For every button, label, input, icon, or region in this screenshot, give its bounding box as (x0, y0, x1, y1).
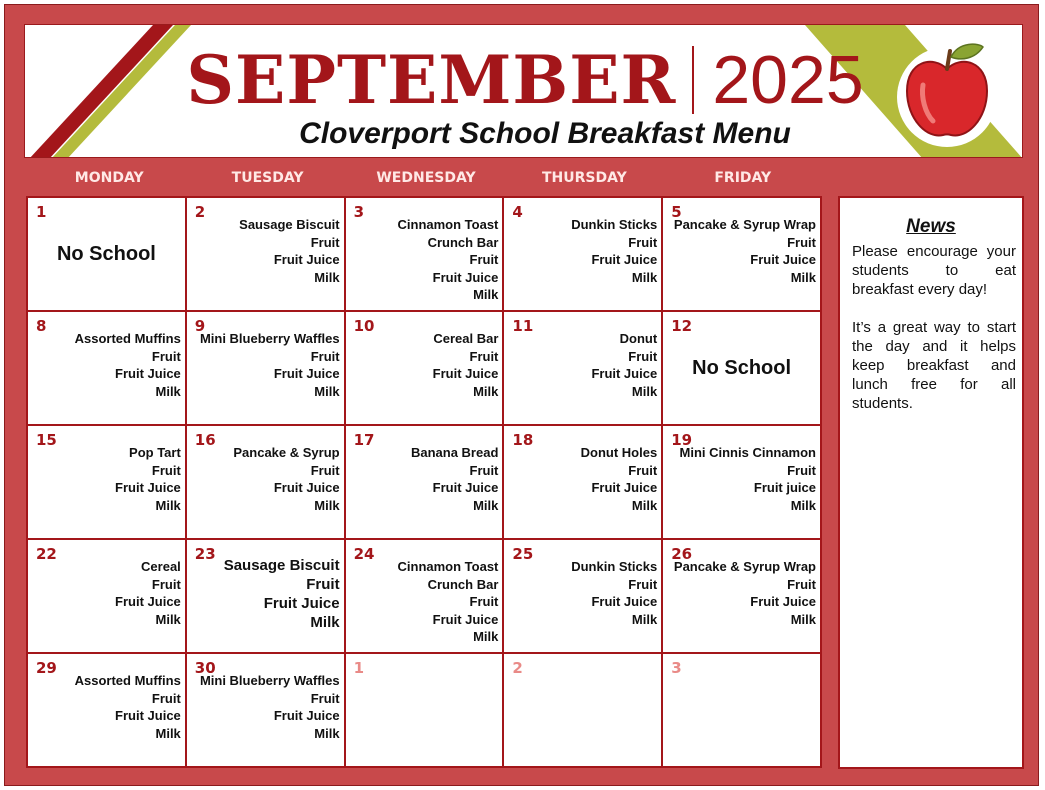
date-number: 8 (36, 317, 47, 335)
menu-item: Fruit (628, 348, 658, 364)
menu-item: Fruit Juice (273, 366, 340, 381)
menu-item: Fruit Juice (432, 480, 499, 495)
day-cell (663, 426, 820, 538)
date-number: 18 (512, 431, 534, 449)
news-panel (838, 196, 1024, 769)
menu-item: Pancake & Syrup Wrap (673, 217, 816, 232)
menu-item: Cereal Bar (433, 331, 499, 346)
day-cell (187, 426, 344, 538)
day-cell (663, 654, 820, 766)
date-number: 3 (671, 659, 682, 677)
date-number: 10 (353, 317, 375, 335)
menu-items (233, 444, 339, 514)
date-number: 23 (194, 545, 216, 563)
date-number: 16 (194, 431, 216, 449)
no-school-label: No School (692, 357, 792, 379)
day-cell (28, 312, 185, 424)
menu-item: Cereal (141, 559, 181, 574)
weekday-header: THURSDAY (541, 170, 627, 186)
day-cell (187, 312, 344, 424)
menu-item: Milk (631, 611, 658, 627)
day-cell (187, 654, 344, 766)
date-number: 22 (36, 545, 57, 563)
menu-item: Assorted Muffins (74, 673, 181, 688)
menu-items (200, 330, 340, 400)
date-number: 29 (36, 659, 57, 677)
menu-item: Milk (473, 383, 499, 399)
menu-item: Milk (314, 497, 340, 513)
day-cell (346, 198, 503, 310)
menu-item: Milk (314, 725, 340, 741)
menu-item: Fruit (306, 576, 340, 593)
day-cell (28, 198, 185, 310)
menu-item: Donut Holes (580, 445, 658, 460)
weekday-header-row (30, 166, 822, 190)
day-cell (346, 312, 503, 424)
year-title: 2025 (712, 42, 864, 118)
date-number: 4 (512, 203, 523, 221)
menu-item: Fruit (310, 348, 340, 364)
menu-item: Milk (155, 611, 181, 627)
menu-item: Fruit (310, 690, 340, 706)
day-cell (187, 540, 344, 652)
menu-item: Fruit (310, 234, 340, 250)
menu-item: Milk (631, 497, 658, 513)
menu-item: Fruit (787, 462, 816, 478)
menu-item: Fruit Juice (115, 366, 181, 381)
menu-item: Crunch Bar (427, 234, 499, 250)
date-number: 15 (36, 431, 57, 449)
menu-item: Fruit Juice (432, 269, 499, 285)
day-cell (346, 540, 503, 652)
menu-items (591, 330, 657, 400)
menu-item: Mini Blueberry Waffles (199, 673, 340, 688)
apple-icon (893, 35, 1003, 151)
menu-item: Pancake & Syrup (233, 445, 340, 460)
date-number: 2 (512, 659, 523, 677)
day-cell (663, 312, 820, 424)
menu-items (674, 216, 816, 286)
menu-items (571, 558, 657, 628)
menu-item: Fruit (469, 348, 499, 364)
news-paragraph: It’s a great way to start the day and it helps keep breakfast and lunch free for all students. (852, 319, 1016, 412)
menu-item: Milk (790, 611, 816, 627)
menu-item: Milk (790, 497, 816, 513)
menu-item: Fruit (469, 462, 499, 478)
day-cell (504, 198, 661, 310)
date-number: 11 (512, 317, 534, 335)
menu-item: Milk (310, 614, 340, 631)
menu-items (239, 216, 339, 286)
date-number: 9 (194, 317, 206, 335)
menu-items (398, 216, 499, 304)
menu-item: Sausage Biscuit (239, 217, 340, 232)
menu-items (571, 216, 657, 286)
date-number: 3 (353, 203, 365, 221)
menu-items (75, 330, 181, 400)
menu-item: Fruit Juice (273, 708, 340, 723)
menu-item: Fruit Juice (432, 611, 499, 627)
menu-item: Fruit Juice (750, 594, 816, 609)
menu-items (75, 672, 181, 742)
menu-item: Fruit (628, 462, 658, 478)
menu-item: Donut (619, 331, 658, 346)
menu-item: Pop Tart (129, 445, 181, 460)
date-number: 2 (194, 203, 206, 221)
day-cell (663, 540, 820, 652)
title-row (175, 37, 875, 123)
date-number: 12 (671, 317, 693, 335)
menu-item: Cinnamon Toast (397, 559, 499, 574)
menu-item: Fruit Juice (263, 595, 340, 612)
menu-item: Fruit Juice (115, 708, 181, 723)
menu-item: Dunkin Sticks (571, 559, 658, 574)
menu-item: Fruit Juice (591, 594, 658, 609)
no-school-label: No School (56, 243, 156, 265)
menu-item: Fruit Juice (591, 252, 658, 267)
menu-item: Sausage Biscuit (223, 557, 340, 574)
date-number: 24 (353, 545, 375, 563)
menu-item: Milk (790, 269, 816, 285)
menu-items (411, 444, 498, 514)
weekday-header: MONDAY (74, 170, 144, 186)
menu-items (200, 672, 340, 742)
menu-item: Milk (473, 287, 499, 302)
date-number: 1 (36, 203, 47, 221)
menu-item: Fruit (151, 576, 181, 592)
menu-item: Milk (473, 629, 499, 644)
date-number: 17 (353, 431, 375, 449)
menu-item: Fruit Juice (115, 480, 181, 495)
menu-items (115, 444, 181, 514)
menu-item: Fruit (628, 234, 658, 250)
menu-item: Fruit (151, 462, 181, 478)
menu-item: Milk (631, 269, 658, 285)
menu-item: Fruit (787, 234, 816, 250)
menu-item: Dunkin Sticks (571, 217, 658, 232)
calendar-grid (26, 196, 822, 768)
menu-item: Fruit Juice (591, 366, 658, 381)
day-cell (663, 198, 820, 310)
day-cell (28, 426, 185, 538)
menu-item: Crunch Bar (427, 576, 499, 592)
news-paragraph: Please encourage your students to eat breakfast every day! (852, 243, 1016, 298)
page-subtitle: Cloverport School Breakfast Menu (299, 117, 791, 150)
menu-item: Milk (473, 497, 499, 513)
menu-item: Pancake & Syrup Wrap (673, 559, 816, 574)
date-number: 1 (353, 659, 365, 677)
day-cell (187, 198, 344, 310)
menu-item: Mini Blueberry Waffles (199, 331, 340, 346)
menu-item: Fruit (787, 576, 816, 592)
date-number: 19 (671, 431, 693, 449)
menu-item: Fruit (310, 462, 340, 478)
menu-items (115, 558, 181, 628)
menu-item: Fruit (628, 576, 658, 592)
day-cell (346, 426, 503, 538)
menu-item: Fruit (469, 594, 499, 609)
menu-item: Milk (631, 383, 658, 399)
news-title: News (906, 216, 956, 237)
day-cell (504, 540, 661, 652)
menu-item: Fruit Juice (115, 594, 181, 609)
menu-item: Fruit Juice (432, 366, 499, 381)
menu-items (224, 556, 340, 632)
menu-item: Fruit Juice (273, 480, 340, 495)
weekday-header: FRIDAY (714, 170, 772, 186)
header-banner (24, 24, 1023, 158)
date-number: 5 (671, 203, 682, 221)
menu-items (581, 444, 658, 514)
menu-item: Fruit Juice (750, 252, 816, 267)
menu-item: Assorted Muffins (74, 331, 181, 346)
menu-items (433, 330, 499, 400)
weekday-header: TUESDAY (231, 170, 304, 186)
weekday-header: WEDNESDAY (376, 170, 476, 186)
menu-item: Cinnamon Toast (397, 217, 499, 232)
day-cell (346, 654, 503, 766)
menu-item: Fruit Juice (273, 252, 340, 267)
menu-item: Milk (314, 383, 340, 399)
date-number: 25 (512, 545, 534, 563)
menu-item: Milk (314, 269, 340, 285)
menu-item: Milk (155, 497, 181, 513)
title-divider (692, 46, 694, 114)
day-cell (28, 654, 185, 766)
menu-items (680, 444, 817, 514)
menu-item: Fruit (151, 348, 181, 364)
date-number: 30 (194, 659, 216, 677)
menu-item: Fruit juice (753, 480, 816, 495)
day-cell (504, 426, 661, 538)
menu-item: Milk (155, 725, 181, 741)
menu-item: Fruit Juice (591, 480, 658, 495)
day-cell (504, 654, 661, 766)
menu-item: Fruit (151, 690, 181, 706)
month-title: SEPTEMBER (186, 41, 677, 119)
day-cell (504, 312, 661, 424)
menu-item: Banana Bread (410, 445, 499, 460)
date-number: 26 (671, 545, 693, 563)
day-cell (28, 540, 185, 652)
menu-item: Milk (155, 383, 181, 399)
menu-items (398, 558, 499, 646)
menu-items (674, 558, 816, 628)
menu-item: Mini Cinnis Cinnamon (679, 445, 816, 460)
menu-item: Fruit (469, 252, 499, 267)
